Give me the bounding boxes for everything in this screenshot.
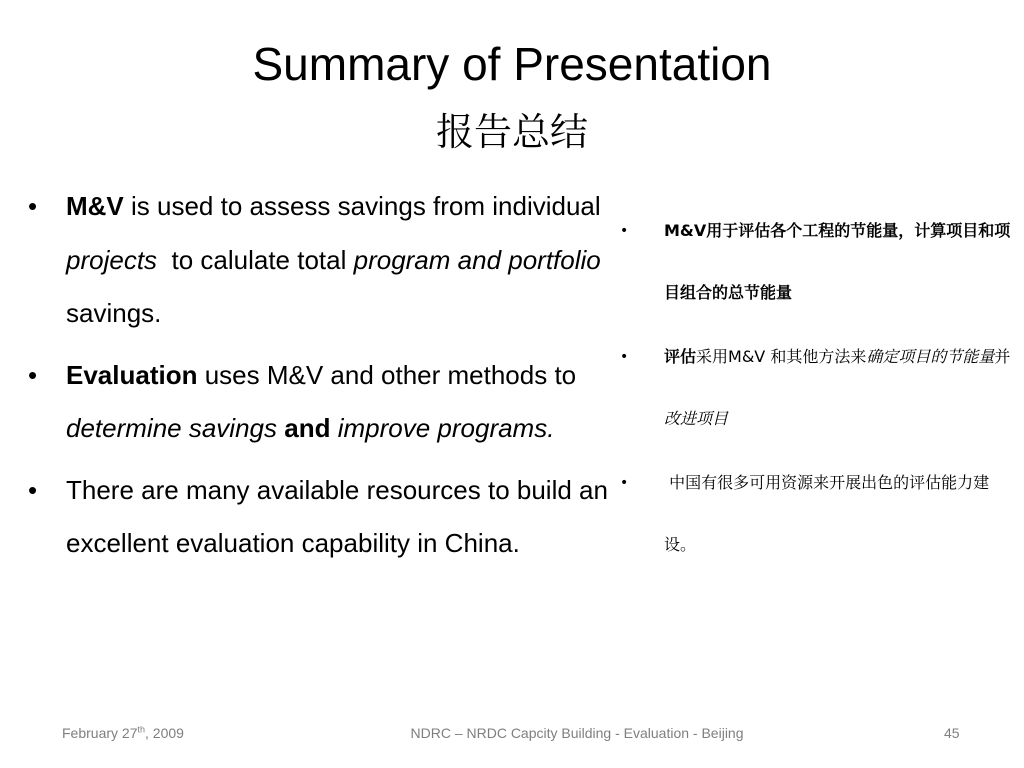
slide-title: Summary of Presentation <box>252 38 772 90</box>
bullet-icon: • <box>28 474 38 505</box>
bullet-item-resources-zh: • 中国有很多可用资源来开展出色的评估能力建设。 <box>620 452 1015 576</box>
footer-date: February 27th, 2009 <box>62 724 184 741</box>
slide-subtitle-chinese: 报告总结 <box>435 110 588 154</box>
chinese-bullet-list <box>620 200 1015 578</box>
bullet-icon: • <box>28 359 38 390</box>
bullet-icon: • <box>620 223 629 239</box>
english-bullet-list <box>28 180 618 579</box>
footer-title: NDRC – NRDC Capcity Building - Evaluation - Beijing <box>410 725 744 741</box>
bullet-item-evaluation-zh: • 评估采用M&V 和其他方法来确定项目的节能量并改进项目 <box>620 326 1015 450</box>
bullet-item-mv-zh: • M&V用于评估各个工程的节能量，计算项目和项目组合的总节能量 <box>620 200 1015 324</box>
bullet-item-evaluation: • Evaluation uses M&V and other methods to determine savings and improve programs. <box>28 349 618 456</box>
bullet-icon: • <box>28 191 38 221</box>
bullet-icon: • <box>620 475 629 491</box>
bullet-icon: • <box>620 349 629 365</box>
slide-number: 45 <box>944 725 960 741</box>
bullet-item-resources: • There are many available resources to build an excellent evaluation capability in China. <box>28 464 618 571</box>
bullet-item-mv: • M&V is used to assess savings from individual projects to calulate total program and portfolio savings. <box>28 180 618 341</box>
